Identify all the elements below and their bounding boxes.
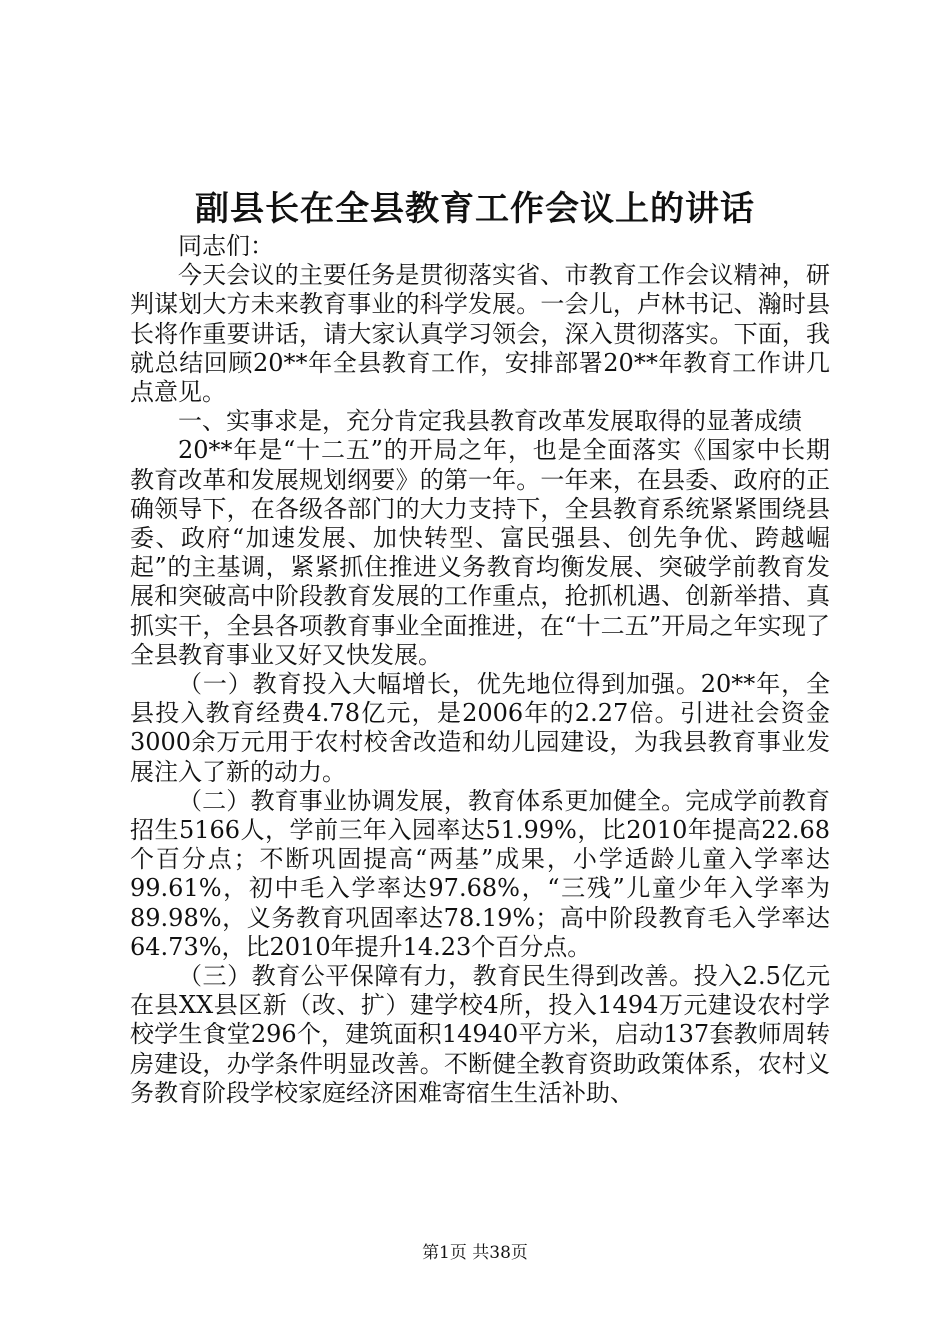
paragraph-overview: 20**年是“十二五”的开局之年，也是全面落实《国家中长期教育改革和发展规划纲要》的第一年。一年来，在县委、政府的正确领导下，在各级各部门的大力支持下，全县教育系统紧紧围绕县委、政府“加速发展、加快转型、富民强县、创先争优、跨越崛起”的主基调，紧紧抓住推进义务教育均衡发展、突破学前教育发展和突破高中阶段教育发展的工作重点，抢抓机遇、创新举措、真抓实干，全县各项教育事业全面推进，在“十二五”开局之年实现了全县教育事业又好又快发展。 [130,436,830,669]
section-heading-1: 一、实事求是，充分肯定我县教育改革发展取得的显著成绩 [178,407,802,436]
page-number-footer: 第1页 共38页 [422,1243,528,1263]
salutation: 同志们： [178,232,274,260]
document-title: 副县长在全县教育工作会议上的讲话 [195,189,755,229]
paragraph-item-1: （一）教育投入大幅增长，优先地位得到加强。20**年，全县投入教育经费4.78亿元，是2006年的2.27倍。引进社会资金3000余万元用于农村校舍改造和幼儿园建设，为我县教育事业发展注入了新的动力。 [130,670,830,786]
paragraph-item-2: （二）教育事业协调发展，教育体系更加健全。完成学前教育招生5166人，学前三年入园率达51.99%，比2010年提高22.68个百分点；不断巩固提高“两基”成果，小学适龄儿童入学率达99.61%，初中毛入学率达97.68%，“三残”儿童少年入学率为89.98%，义务教育巩固率达78.19%；高中阶段教育毛入学率达64.73%，比2010年提升14.23个百分点。 [130,786,830,961]
document-body [130,232,830,1108]
paragraph-intro: 今天会议的主要任务是贯彻落实省、市教育工作会议精神，研判谋划大方未来教育事业的科学发展。一会儿，卢林书记、瀚时县长将作重要讲话，请大家认真学习领会，深入贯彻落实。下面，我就总结回顾20**年全县教育工作，安排部署20**年教育工作讲几点意见。 [130,261,830,407]
paragraph-item-3: （三）教育公平保障有力，教育民生得到改善。投入2.5亿元在县XX县区新（改、扩）建学校4所，投入1494万元建设农村学校学生食堂296个，建筑面积14940平方米，启动137套教师周转房建设，办学条件明显改善。不断健全教育资助政策体系，农村义务教育阶段学校家庭经济困难寄宿生生活补助、 [130,962,830,1107]
